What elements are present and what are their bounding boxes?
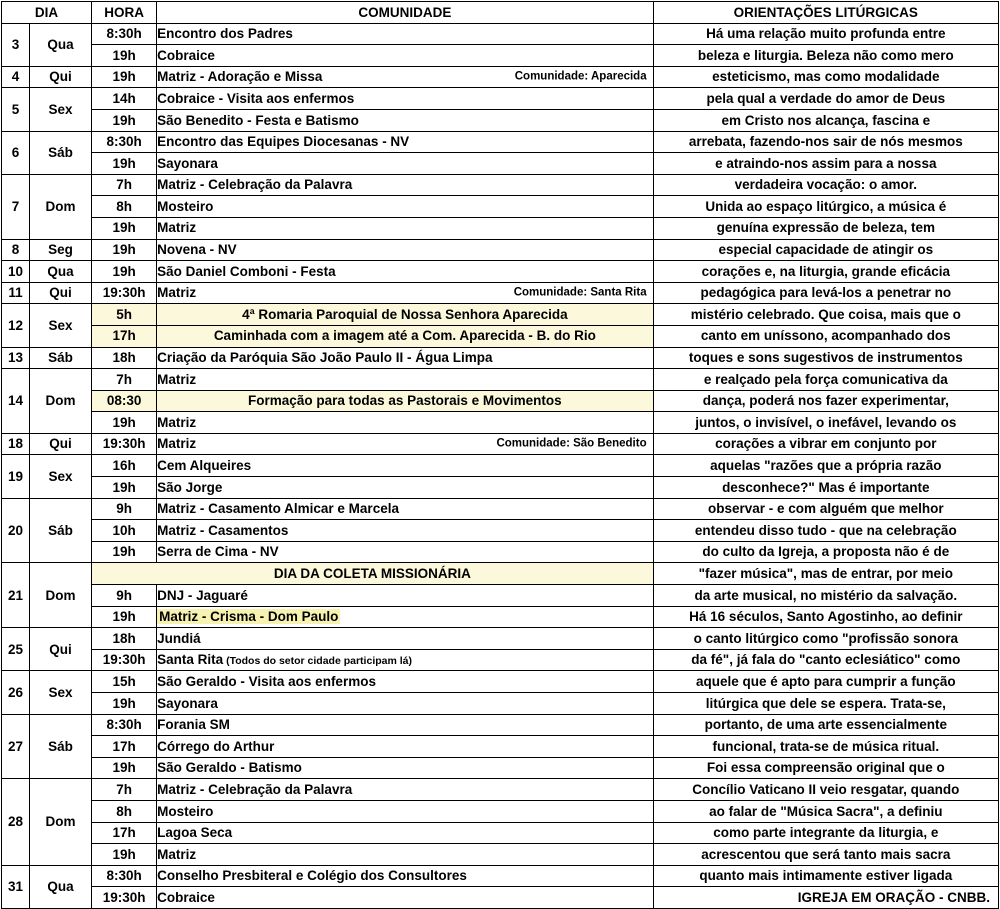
cell-time: 19h <box>92 153 157 175</box>
cell-community: Caminhada com a imagem até a Com. Aparecida - B. do Rio <box>157 325 653 347</box>
cell-weekday: Sáb <box>30 498 92 563</box>
cell-liturgical-text: genuína expressão de beleza, tem <box>653 217 998 239</box>
cell-time: 19h <box>92 109 157 131</box>
table-row <box>2 606 999 628</box>
cell-time: 19h <box>92 261 157 283</box>
calendar-sheet <box>0 1 1000 905</box>
cell-day-number: 28 <box>2 779 30 865</box>
cell-weekday: Qui <box>30 433 92 455</box>
cell-time: 14h <box>92 88 157 110</box>
cell-community: Encontro das Equipes Diocesanas - NV <box>157 131 653 153</box>
cell-time: 19:30h <box>92 649 157 671</box>
cell-weekday: Sex <box>30 455 92 498</box>
table-body <box>2 23 999 908</box>
cell-community: Córrego do Arthur <box>157 736 653 758</box>
cell-community: Cobraice - Visita aos enfermos <box>157 88 653 110</box>
table-row <box>2 45 999 67</box>
table-row <box>2 520 999 542</box>
table-row <box>2 131 999 153</box>
cell-community: São Benedito - Festa e Batismo <box>157 109 653 131</box>
cell-liturgical-text: mistério celebrado. Que coisa, mais que o <box>653 304 998 326</box>
cell-liturgical-text: aquelas "razões que a própria razão <box>653 455 998 477</box>
table-row <box>2 261 999 283</box>
table-row <box>2 304 999 326</box>
header-dia: DIA <box>2 2 92 24</box>
cell-community: Cem Alqueires <box>157 455 653 477</box>
cell-weekday: Dom <box>30 563 92 628</box>
table-row <box>2 66 999 88</box>
table-row <box>2 887 999 909</box>
header-orientacoes: ORIENTAÇÕES LITÚRGICAS <box>653 2 998 24</box>
cell-time: 19h <box>92 757 157 779</box>
table-row <box>2 88 999 110</box>
cell-day-number: 14 <box>2 369 30 434</box>
cell-weekday: Qua <box>30 865 92 908</box>
cell-liturgical-text: acrescentou que será tanto mais sacra <box>653 844 998 866</box>
cell-time: 19h <box>92 412 157 434</box>
cell-time: 19h <box>92 844 157 866</box>
table-row <box>2 714 999 736</box>
cell-community: Cobraice <box>157 887 653 909</box>
parish-schedule-table <box>1 1 999 909</box>
cell-liturgical-text: corações e, na liturgia, grande eficácia <box>653 261 998 283</box>
cell-time: 9h <box>92 498 157 520</box>
cell-liturgical-text: pela qual a verdade do amor de Deus <box>653 88 998 110</box>
cell-time: 7h <box>92 369 157 391</box>
cell-weekday: Sáb <box>30 347 92 369</box>
cell-time: 19h <box>92 477 157 499</box>
table-row <box>2 412 999 434</box>
table-row <box>2 325 999 347</box>
community-note: (Todos do setor cidade participam lá) <box>223 655 412 668</box>
cell-weekday: Dom <box>30 779 92 865</box>
table-row <box>2 174 999 196</box>
cell-liturgical-text: em Cristo nos alcança, fascina e <box>653 109 998 131</box>
cell-weekday: Qui <box>30 282 92 304</box>
cell-time: 8:30h <box>92 865 157 887</box>
cell-day-number: 21 <box>2 563 30 628</box>
cell-community <box>157 606 653 628</box>
cell-liturgical-text: esteticismo, mas como modalidade <box>653 66 998 88</box>
cell-liturgical-text: corações a vibrar em conjunto por <box>653 433 998 455</box>
cell-community: Encontro dos Padres <box>157 23 653 45</box>
table-row <box>2 779 999 801</box>
cell-liturgical-text: juntos, o invisível, o inefável, levando os <box>653 412 998 434</box>
cell-liturgical-text: da arte musical, no mistério da salvação. <box>653 585 998 607</box>
cell-community: Formação para todas as Pastorais e Movimentos <box>157 390 653 412</box>
cell-day-number: 7 <box>2 174 30 239</box>
cell-time: 19h <box>92 239 157 261</box>
cell-community: Cobraice <box>157 45 653 67</box>
table-row <box>2 477 999 499</box>
cell-liturgical-text: portanto, de uma arte essencialmente <box>653 714 998 736</box>
table-row <box>2 282 999 304</box>
cell-community: DNJ - Jaguaré <box>157 585 653 607</box>
cell-time: 5h <box>92 304 157 326</box>
cell-time: 17h <box>92 736 157 758</box>
cell-community: Lagoa Seca <box>157 822 653 844</box>
cell-weekday: Sex <box>30 671 92 714</box>
table-row <box>2 844 999 866</box>
cell-time: 19h <box>92 541 157 563</box>
cell-day-number: 19 <box>2 455 30 498</box>
cell-liturgical-text: como parte integrante da liturgia, e <box>653 822 998 844</box>
cell-community: Mosteiro <box>157 800 653 822</box>
cell-weekday: Sex <box>30 304 92 347</box>
cell-community: São Geraldo - Batismo <box>157 757 653 779</box>
cell-day-number: 12 <box>2 304 30 347</box>
cell-time: 9h <box>92 585 157 607</box>
cell-day-number: 27 <box>2 714 30 779</box>
cell-liturgical-text: observar - e com alguém que melhor <box>653 498 998 520</box>
cell-liturgical-text: toques e sons sugestivos de instrumentos <box>653 347 998 369</box>
cell-community: Forania SM <box>157 714 653 736</box>
cell-time: 19h <box>92 45 157 67</box>
cell-community: Sayonara <box>157 153 653 175</box>
cell-liturgical-text: Foi essa compreensão original que o <box>653 757 998 779</box>
cell-liturgical-text: Há uma relação muito profunda entre <box>653 23 998 45</box>
table-row <box>2 865 999 887</box>
table-row <box>2 671 999 693</box>
cell-time: 19h <box>92 693 157 715</box>
cell-liturgical-text: pedagógica para levá-los a penetrar no <box>653 282 998 304</box>
cell-liturgical-text: o canto litúrgico como "profissão sonora <box>653 628 998 650</box>
cell-liturgical-text: da fé", já fala do "canto eclesiático" como <box>653 649 998 671</box>
cell-day-number: 31 <box>2 865 30 908</box>
cell-community: Matriz <box>157 844 653 866</box>
cell-community: São Jorge <box>157 477 653 499</box>
cell-time: 19h <box>92 66 157 88</box>
cell-liturgical-text: dança, poderá nos fazer experimentar, <box>653 390 998 412</box>
cell-liturgical-text: "fazer música", mas de entrar, por meio <box>653 563 998 585</box>
cell-community: Jundiá <box>157 628 653 650</box>
table-row <box>2 693 999 715</box>
table-row <box>2 196 999 218</box>
table-row <box>2 109 999 131</box>
cell-community: 4ª Romaria Paroquial de Nossa Senhora Aparecida <box>157 304 653 326</box>
cell-liturgical-text: litúrgica que dele se espera. Trata-se, <box>653 693 998 715</box>
table-row <box>2 649 999 671</box>
cell-time: 08:30 <box>92 390 157 412</box>
table-header-row <box>2 2 999 24</box>
cell-time: 16h <box>92 455 157 477</box>
cell-community: Matriz - Adoração e Missa Comunidade: Aparecida <box>157 66 653 88</box>
cell-time: 19h <box>92 606 157 628</box>
table-row <box>2 498 999 520</box>
table-row <box>2 369 999 391</box>
cell-day-number: 20 <box>2 498 30 563</box>
table-row <box>2 563 999 585</box>
highlighted-event: Matriz - Crisma - Dom Paulo <box>159 609 339 625</box>
cell-liturgical-text: ao falar de "Música Sacra", a definiu <box>653 800 998 822</box>
cell-liturgical-text: arrebata, fazendo-nos sair de nós mesmos <box>653 131 998 153</box>
cell-community: Novena - NV <box>157 239 653 261</box>
table-row <box>2 455 999 477</box>
cell-community: Criação da Paróquia São João Paulo II - Água Limpa <box>157 347 653 369</box>
cell-weekday: Dom <box>30 369 92 434</box>
cell-community: Mosteiro <box>157 196 653 218</box>
table-row <box>2 153 999 175</box>
cell-time: 8:30h <box>92 131 157 153</box>
cell-day-number: 6 <box>2 131 30 174</box>
header-hora: HORA <box>92 2 157 24</box>
cell-time: 18h <box>92 347 157 369</box>
cell-time: 19:30h <box>92 887 157 909</box>
cell-liturgical-text: canto em uníssono, acompanhado dos <box>653 325 998 347</box>
cell-weekday: Seg <box>30 239 92 261</box>
cell-liturgical-text: aquele que é apto para cumprir a função <box>653 671 998 693</box>
cell-community: Matriz - Casamentos <box>157 520 653 542</box>
cell-time: 18h <box>92 628 157 650</box>
table-row <box>2 541 999 563</box>
cell-time: 19:30h <box>92 433 157 455</box>
cell-day-number: 11 <box>2 282 30 304</box>
cell-community: Santa Rita (Todos do setor cidade participam lá) <box>157 649 653 671</box>
cell-community: Matriz - Celebração da Palavra <box>157 174 653 196</box>
cell-weekday: Sáb <box>30 131 92 174</box>
cell-event-full: DIA DA COLETA MISSIONÁRIA <box>92 563 654 585</box>
cell-community: Matriz Comunidade: São Benedito <box>157 433 653 455</box>
cell-liturgical-text: quanto mais intimamente estiver ligada <box>653 865 998 887</box>
table-row <box>2 433 999 455</box>
cell-community: Matriz - Casamento Almicar e Marcela <box>157 498 653 520</box>
community-tag: Comunidade: São Benedito <box>496 437 647 450</box>
table-row <box>2 736 999 758</box>
table-row <box>2 585 999 607</box>
cell-liturgical-text: do culto da Igreja, a proposta não é de <box>653 541 998 563</box>
table-row <box>2 822 999 844</box>
cell-community: Matriz <box>157 369 653 391</box>
table-row <box>2 347 999 369</box>
cell-day-number: 4 <box>2 66 30 88</box>
cell-time: 8:30h <box>92 714 157 736</box>
cell-time: 10h <box>92 520 157 542</box>
cell-day-number: 10 <box>2 261 30 283</box>
table-row <box>2 800 999 822</box>
community-tag: Comunidade: Santa Rita <box>513 286 647 299</box>
cell-liturgical-text: especial capacidade de atingir os <box>653 239 998 261</box>
cell-day-number: 13 <box>2 347 30 369</box>
cell-weekday: Qui <box>30 66 92 88</box>
cell-liturgical-text: Há 16 séculos, Santo Agostinho, ao definir <box>653 606 998 628</box>
cell-weekday: Dom <box>30 174 92 239</box>
cell-liturgical-text: desconhece?" Mas é importante <box>653 477 998 499</box>
cell-community: São Geraldo - Visita aos enfermos <box>157 671 653 693</box>
cell-community: Serra de Cima - NV <box>157 541 653 563</box>
cell-weekday: Sex <box>30 88 92 131</box>
table-row <box>2 628 999 650</box>
cell-time: 19:30h <box>92 282 157 304</box>
table-row <box>2 757 999 779</box>
cell-community: Matriz - Celebração da Palavra <box>157 779 653 801</box>
cell-day-number: 26 <box>2 671 30 714</box>
cell-community: Conselho Presbiteral e Colégio dos Consultores <box>157 865 653 887</box>
table-row <box>2 217 999 239</box>
cell-liturgical-text: verdadeira vocação: o amor. <box>653 174 998 196</box>
cell-time: 17h <box>92 325 157 347</box>
cell-day-number: 8 <box>2 239 30 261</box>
cell-day-number: 3 <box>2 23 30 66</box>
cell-time: 8h <box>92 800 157 822</box>
table-row <box>2 390 999 412</box>
cell-time: 8h <box>92 196 157 218</box>
cell-weekday: Qui <box>30 628 92 671</box>
table-row <box>2 239 999 261</box>
cell-day-number: 25 <box>2 628 30 671</box>
cell-community: Sayonara <box>157 693 653 715</box>
cell-liturgical-text: funcional, trata-se de música ritual. <box>653 736 998 758</box>
cell-weekday: Sáb <box>30 714 92 779</box>
cell-liturgical-text: beleza e liturgia. Beleza não como mero <box>653 45 998 67</box>
cell-liturgical-text: entendeu disso tudo - que na celebração <box>653 520 998 542</box>
cell-time: 15h <box>92 671 157 693</box>
cell-day-number: 5 <box>2 88 30 131</box>
cell-community: Matriz <box>157 217 653 239</box>
cell-time: 7h <box>92 779 157 801</box>
cell-weekday: Qua <box>30 261 92 283</box>
cell-liturgical-text: e atraindo-nos assim para a nossa <box>653 153 998 175</box>
cell-community: Matriz Comunidade: Santa Rita <box>157 282 653 304</box>
cell-liturgical-text: e realçado pela força comunicativa da <box>653 369 998 391</box>
cell-time: 8:30h <box>92 23 157 45</box>
cell-liturgical-text: IGREJA EM ORAÇÃO - CNBB. <box>653 887 998 909</box>
header-comunidade: COMUNIDADE <box>157 2 653 24</box>
cell-time: 7h <box>92 174 157 196</box>
cell-liturgical-text: Concílio Vaticano II veio resgatar, quando <box>653 779 998 801</box>
cell-liturgical-text: Unida ao espaço litúrgico, a música é <box>653 196 998 218</box>
cell-time: 17h <box>92 822 157 844</box>
cell-day-number: 18 <box>2 433 30 455</box>
table-row <box>2 23 999 45</box>
community-tag: Comunidade: Aparecida <box>514 70 647 83</box>
cell-time: 19h <box>92 217 157 239</box>
cell-community: São Daniel Comboni - Festa <box>157 261 653 283</box>
cell-community: Matriz <box>157 412 653 434</box>
cell-weekday: Qua <box>30 23 92 66</box>
